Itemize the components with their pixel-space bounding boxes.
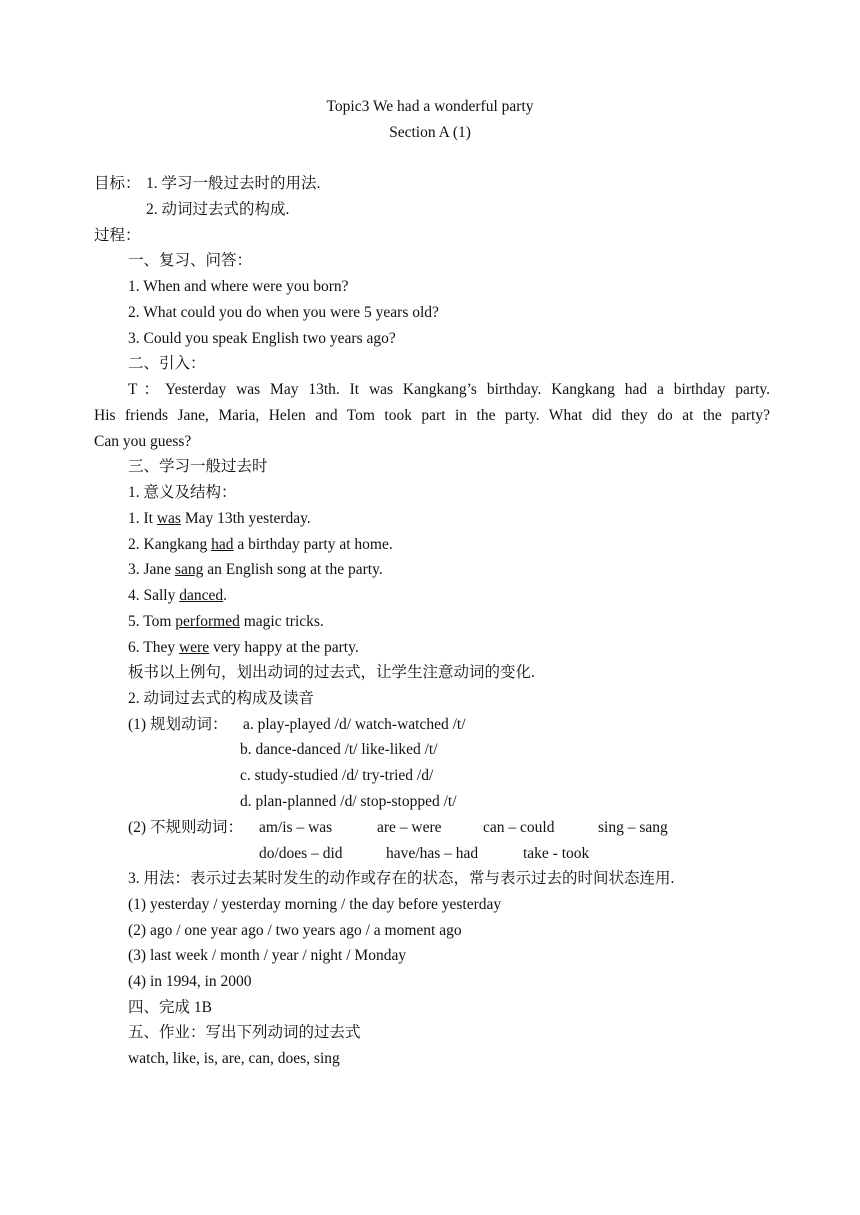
irregular-verb-pair: am/is – was: [259, 819, 333, 836]
review-heading: 一、复习、问答：: [128, 252, 253, 269]
goal-item-2: 2. 动词过去式的构成.: [146, 201, 290, 218]
formation-heading: 2. 动词过去式的构成及读音: [128, 690, 315, 707]
example-sentence: 6. They were very happy at the party.: [128, 639, 359, 656]
irregular-verb-pair: sing – sang: [598, 819, 668, 836]
review-question: 3. Could you speak English two years ago?: [128, 330, 396, 347]
time-expression: (3) last week / month / year / night / Monday: [128, 947, 407, 964]
process-label: 过程：: [94, 227, 141, 244]
past-verb: danced: [179, 587, 224, 604]
past-verb: performed: [175, 613, 240, 630]
review-question: 2. What could you do when you were 5 years old?: [128, 304, 439, 321]
goal-item-1: 1. 学习一般过去时的用法.: [146, 175, 321, 192]
regular-verb-row: b. dance-danced /t/ like-liked /t/: [240, 741, 438, 758]
goals-label: 目标：: [94, 175, 141, 192]
time-expression: (1) yesterday / yesterday morning / the day before yesterday: [128, 896, 502, 913]
review-question: 1. When and where were you born?: [128, 278, 349, 295]
example-sentence: 4. Sally danced.: [128, 587, 228, 604]
page-title: Topic3 We had a wonderful party: [326, 98, 534, 115]
irregular-verb-pair: do/does – did: [259, 845, 343, 862]
homework-words: watch, like, is, are, can, does, sing: [128, 1050, 340, 1067]
intro-paragraph-line: His friends Jane, Maria, Helen and Tom took part in the party. What did they do at the party?: [94, 407, 770, 424]
meaning-structure-heading: 1. 意义及结构：: [128, 484, 237, 501]
intro-paragraph-line: Can you guess?: [94, 433, 192, 450]
past-verb: was: [156, 510, 181, 527]
learn-heading: 三、学习一般过去时: [128, 458, 268, 475]
example-sentence: 5. Tom performed magic tricks.: [128, 613, 324, 630]
irregular-verb-pair: have/has – had: [386, 845, 479, 862]
time-expression: (4) in 1994, in 2000: [128, 973, 252, 990]
example-sentence: 3. Jane sang an English song at the party.: [128, 561, 383, 578]
usage-note: 3. 用法：表示过去某时发生的动作或存在的状态，常与表示过去的时间状态连用.: [128, 870, 675, 887]
intro-paragraph-line: T：Yesterday was May 13th. It was Kangkang’s birthday. Kangkang had a birthday party.: [128, 381, 770, 398]
regular-verb-row: a. play-played /d/ watch-watched /t/: [243, 716, 466, 733]
page-subtitle: Section A (1): [389, 124, 471, 141]
board-note: 板书以上例句，划出动词的过去式，让学生注意动词的变化.: [128, 664, 535, 681]
complete-task: 四、完成 1B: [128, 999, 212, 1016]
past-verb: sang: [174, 561, 204, 578]
irregular-verbs-label: (2) 不规则动词：: [128, 819, 243, 836]
irregular-verb-pair: can – could: [483, 819, 555, 836]
past-verb: were: [178, 639, 210, 656]
irregular-verb-pair: are – were: [377, 819, 442, 836]
irregular-verb-pair: take - took: [523, 845, 590, 862]
regular-verbs-label: (1) 规划动词：: [128, 716, 228, 733]
example-sentence: 1. It was May 13th yesterday.: [128, 510, 311, 527]
regular-verb-row: d. plan-planned /d/ stop-stopped /t/: [240, 793, 457, 810]
regular-verb-row: c. study-studied /d/ try-tried /d/: [240, 767, 434, 784]
intro-heading: 二、引入：: [128, 355, 206, 372]
past-verb: had: [211, 536, 234, 553]
example-sentence: 2. Kangkang had a birthday party at home.: [128, 536, 393, 553]
time-expression: (2) ago / one year ago / two years ago / a moment ago: [128, 922, 462, 939]
homework-heading: 五、作业：写出下列动词的过去式: [128, 1024, 361, 1041]
